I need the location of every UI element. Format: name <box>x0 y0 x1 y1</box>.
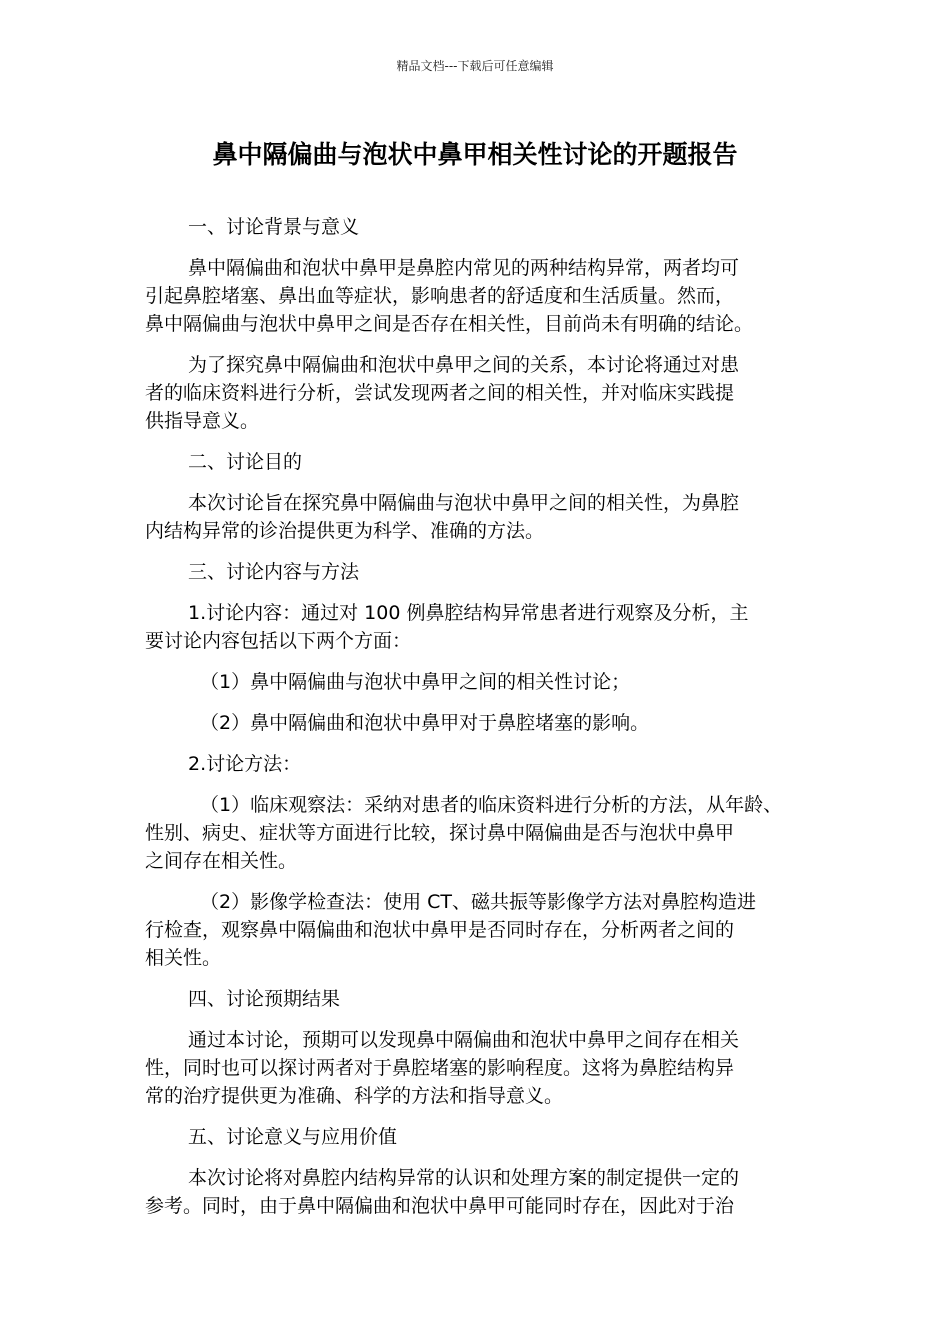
method-imaging: （2）影像学检查法：使用 CT、磁共振等影像学方法对鼻腔构造进 行检查，观察鼻中隔偏曲和泡状中鼻甲是否同时存在，分析两者之间的 相关性。 <box>145 891 757 969</box>
document-body <box>145 213 805 1233</box>
section-heading-purpose: 二、讨论目的 <box>188 451 303 473</box>
method-clinical-observation: （1）临床观察法：采纳对患者的临床资料进行分析的方法，从年龄、 性别、病史、症状等方面进行比较，探讨鼻中隔偏曲是否与泡状中鼻甲 之间存在相关性。 <box>145 794 783 872</box>
list-item-obstruction: （2）鼻中隔偏曲和泡状中鼻甲对于鼻腔堵塞的影响。 <box>200 712 650 734</box>
document-title: 鼻中隔偏曲与泡状中鼻甲相关性讨论的开题报告 <box>212 140 738 169</box>
section-heading-content-methods: 三、讨论内容与方法 <box>188 561 360 583</box>
list-item-correlation: （1）鼻中隔偏曲与泡状中鼻甲之间的相关性讨论； <box>200 671 631 693</box>
paragraph-purpose: 本次讨论旨在探究鼻中隔偏曲与泡状中鼻甲之间的相关性，为鼻腔 内结构异常的诊治提供更为科学、准确的方法。 <box>145 492 740 542</box>
section-heading-significance: 五、讨论意义与应用价值 <box>188 1126 398 1148</box>
paragraph-content: 1.讨论内容：通过对 100 例鼻腔结构异常患者进行观察及分析，主 要讨论内容包括以下两个方面： <box>145 602 749 652</box>
paragraph-significance: 本次讨论将对鼻腔内结构异常的认识和处理方案的制定提供一定的 参考。同时，由于鼻中隔偏曲和泡状中鼻甲可能同时存在，因此对于治 <box>145 1167 740 1217</box>
paragraph-methods: 2.讨论方法： <box>188 753 302 775</box>
paragraph-background-1: 鼻中隔偏曲和泡状中鼻甲是鼻腔内常见的两种结构异常，两者均可 引起鼻腔堵塞、鼻出血等症状，影响患者的舒适度和生活质量。然而， 鼻中隔偏曲与泡状中鼻甲之间是否存在相关性，目前尚未有明确的结论。 <box>145 257 754 335</box>
paragraph-expected-results: 通过本讨论，预期可以发现鼻中隔偏曲和泡状中鼻甲之间存在相关 性，同时也可以探讨两者对于鼻腔堵塞的影响程度。这将为鼻腔结构异 常的治疗提供更为准确、科学的方法和指导意义。 <box>145 1029 740 1107</box>
header-note: 精品文档---下载后可任意编辑 <box>396 59 554 73</box>
section-heading-expected-results: 四、讨论预期结果 <box>188 988 341 1010</box>
paragraph-background-2: 为了探究鼻中隔偏曲和泡状中鼻甲之间的关系，本讨论将通过对患 者的临床资料进行分析，尝试发现两者之间的相关性，并对临床实践提 供指导意义。 <box>145 354 740 432</box>
section-heading-background: 一、讨论背景与意义 <box>188 216 360 238</box>
